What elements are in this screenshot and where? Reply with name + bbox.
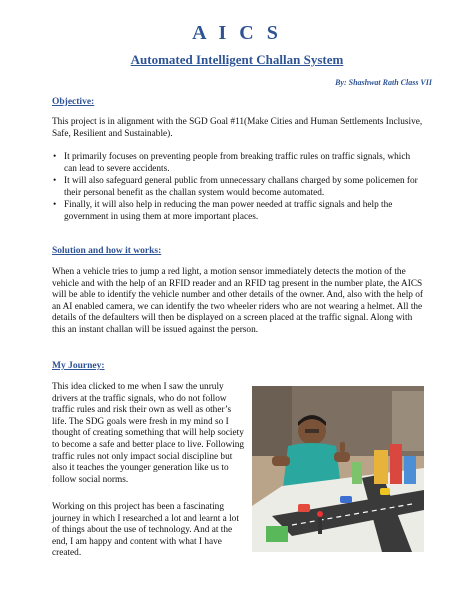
bullet-icon: • — [53, 152, 57, 162]
list-item — [52, 152, 424, 175]
solution-heading: Solution and how it works: — [52, 246, 162, 256]
objective-heading: Objective: — [52, 97, 95, 107]
journey-heading: My Journey: — [52, 361, 105, 371]
objective-intro: This project is in alignment with the SGD Goal #11(Make Cities and Human Settlements Inclusive, Safe, Resilient and Sustainable). — [52, 117, 423, 139]
document-title: A I C S — [192, 22, 282, 44]
bullet-text: Finally, it will also help in reducing the man power needed at traffic signals and help the government in using them at more important places. — [64, 200, 393, 222]
list-item — [52, 176, 424, 199]
bullet-icon: • — [53, 176, 57, 186]
objective-bullet-list — [52, 152, 424, 224]
bullet-text: It primarily focuses on preventing people from breaking traffic rules on traffic signals, which can lead to severe accidents. — [64, 152, 411, 174]
document-subtitle: Automated Intelligent Challan System — [130, 52, 344, 67]
student-with-model-photo — [252, 386, 424, 552]
solution-text: When a vehicle tries to jump a red light, a motion sensor immediately detects the motion of the vehicle and with the help of an RFID reader and an RFID tag present in the number plate, the AICS will be able to identify the vehicle number and other details of the owner. And, also with the help of an AI enabled camera, we can identify the two wheeler riders who are not wearing a helmet. All the details of the defaulters will then be displayed on a screen placed at the traffic signal. Along with this an instant challan will be issued against the person. — [52, 267, 424, 335]
author-byline: By: Shashwat Rath Class VII — [335, 78, 432, 87]
list-item — [52, 200, 424, 223]
journey-paragraph-2: Working on this project has been a fascinating journey in which I researched a lot and learnt a lot of things about the use of technology. And at the end, I am happy and content with what I have created. — [52, 502, 239, 559]
bullet-text: It will also safeguard general public from unnecessary challans charged by some policemen for their personal benefit as the challan system would become automated. — [64, 176, 418, 198]
bullet-icon: • — [53, 200, 57, 210]
journey-paragraph-1: This idea clicked to me when I saw the unruly drivers at the traffic signals, who do not follow traffic rules and risk their own as well as other’s life. The SDG goals were fresh in my mind so I thought of creating something that will help society to become a safe and better place to live. Following traffic rules not only impact social discipline but also it teaches the younger generation like us to follow social norms. — [52, 382, 245, 485]
